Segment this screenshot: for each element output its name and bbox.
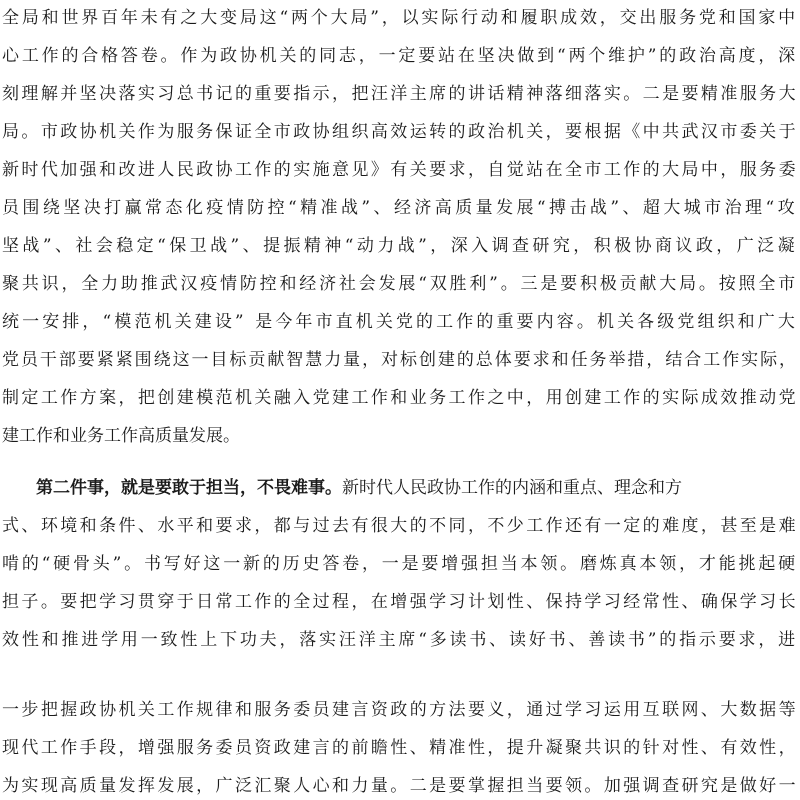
text-line: 一步把握政协机关工作规律和服务委员建言资政的方法要义，通过学习运用互联网、大数据等: [2, 700, 798, 720]
text-line: 坚战”、社会稳定“保卫战”、提振精神“动力战”，深入调查研究，积极协商议政，广泛凝: [2, 236, 798, 256]
text-line: 心工作的合格答卷。作为政协机关的同志，一定要站在坚决做到“两个维护”的政治高度，深: [2, 46, 798, 66]
text-line: 聚共识，全力助推武汉疫情防控和经济社会发展“双胜利”。三是要积极贡献大局。按照全市: [2, 274, 798, 294]
text-line: 效性和推进学用一致性上下功夫，落实汪洋主席“多读书、读好书、善读书”的指示要求，进: [2, 630, 798, 650]
text-line: 式、环境和条件、水平和要求，都与过去有很大的不同，不少工作还有一定的难度，甚至是难: [2, 516, 798, 536]
text-line: 为实现高质量发挥发展，广泛汇聚人心和力量。二是要掌握担当要领。加强调查研究是做好一: [2, 776, 798, 796]
text-line: 制定工作方案，把创建模范机关融入党建工作和业务工作之中，用创建工作的实际成效推动党: [2, 388, 798, 408]
paragraph-first-line: [0, 468, 800, 508]
text-line: 刻理解并坚决落实习总书记的重要指示，把汪洋主席的讲话精神落细落实。二是要精准服务大: [2, 84, 798, 104]
paragraph-text: 新时代人民政协工作的内涵和重点、理念和方: [342, 478, 682, 498]
text-line: 建工作和业务工作高质量发展。: [2, 426, 240, 446]
text-line: 局。市政协机关作为服务保证全市政协组织高效运转的政治机关，要根据《中共武汉市委关于: [2, 122, 798, 142]
text-line: 全局和世界百年未有之大变局这“两个大局”，以实际行动和履职成效，交出服务党和国家中: [2, 8, 798, 28]
text-line: 员围绕坚决打赢常态化疫情防控“精准战”、经济高质量发展“搏击战”、超大城市治理“攻: [2, 198, 798, 218]
text-line: 啃的“硬骨头”。书写好这一新的历史答卷，一是要增强担当本领。磨炼真本领，才能挑起硬: [2, 554, 798, 574]
paragraph-heading: 第二件事，就是要敢于担当，不畏难事。: [36, 478, 342, 498]
text-line: 担子。要把学习贯穿于日常工作的全过程，在增强学习计划性、保持学习经常性、确保学习长: [2, 592, 798, 612]
text-line: 新时代加强和改进人民政协工作的实施意见》有关要求，自觉站在全市工作的大局中，服务委: [2, 160, 798, 180]
text-line: 党员干部要紧紧围绕这一目标贡献智慧力量，对标创建的总体要求和任务举措，结合工作实际，: [2, 350, 798, 370]
text-line: 统一安排，“模范机关建设” 是今年市直机关党的工作的重要内容。机关各级党组织和广大: [2, 312, 798, 332]
text-line: 现代工作手段，增强服务委员资政建言的前瞻性、精准性，提升凝聚共识的针对性、有效性，: [2, 738, 798, 758]
